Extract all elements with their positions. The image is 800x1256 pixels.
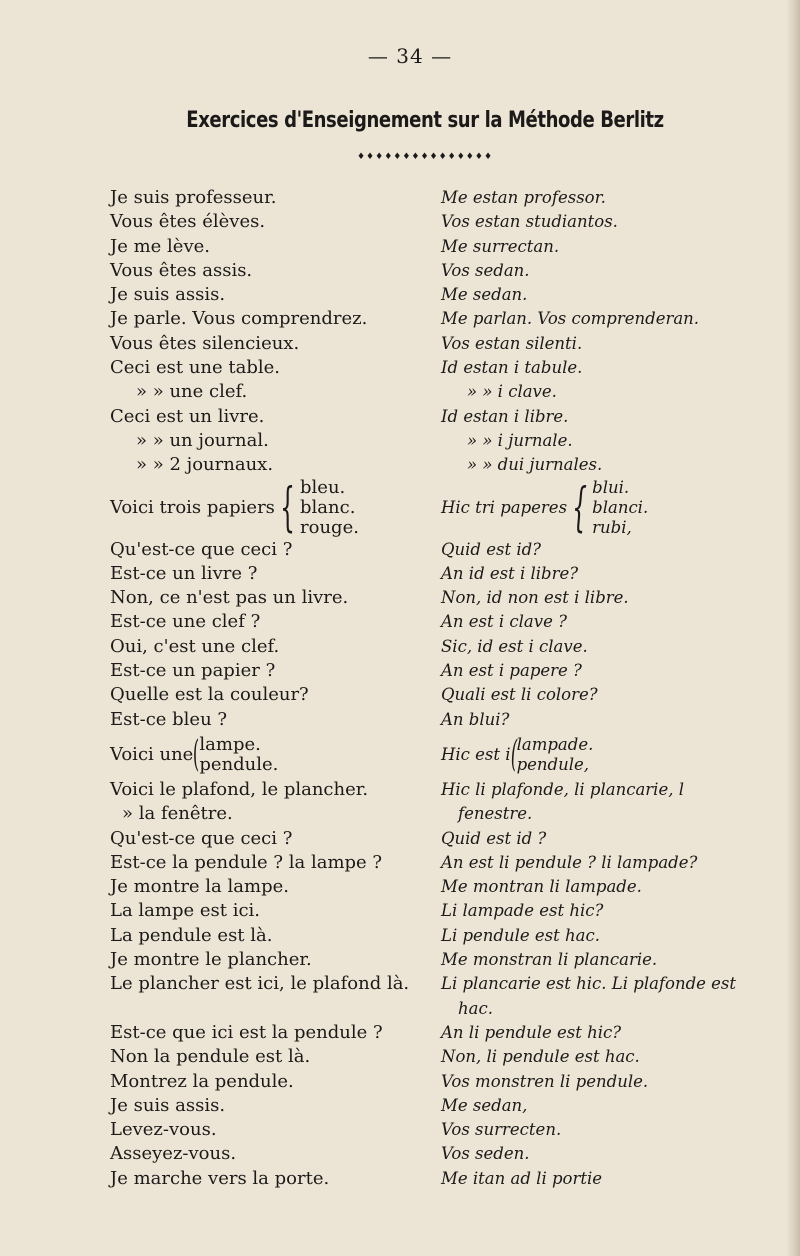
french-une-option: lampe. bbox=[199, 733, 261, 755]
french-line: Le plancher est ici, le plafond là. bbox=[110, 973, 410, 995]
translation-papers-option: blui. bbox=[592, 477, 630, 497]
translation-line: Quid est id? bbox=[441, 539, 542, 559]
translation-papers-option: blanci. bbox=[592, 497, 649, 517]
translation-line: Me sedan. bbox=[441, 285, 528, 305]
translation-une-option: lampade. bbox=[516, 734, 594, 754]
translation-line: An est i papere ? bbox=[441, 661, 582, 681]
french-line: Quelle est la couleur? bbox=[110, 684, 309, 706]
translation-column bbox=[441, 186, 771, 1191]
translation-line: Me estan professor. bbox=[441, 188, 606, 207]
translation-line: An blui? bbox=[441, 709, 510, 729]
french-line: Non la pendule est là. bbox=[110, 1046, 311, 1068]
french-line: Ceci est un livre. bbox=[110, 405, 265, 427]
translation-line: Hic li plafonde, li plancarie, l bbox=[441, 779, 684, 799]
french-une-lead: Voici une bbox=[110, 744, 194, 766]
brace-glyph: { bbox=[280, 477, 295, 538]
french-papers-option: bleu. bbox=[300, 476, 346, 498]
translation-line: Quid est id ? bbox=[441, 828, 547, 848]
french-une-options bbox=[199, 735, 278, 775]
translation-line: Vos seden. bbox=[441, 1144, 530, 1164]
french-line: Je montre le plancher. bbox=[110, 949, 312, 971]
french-line: Est-ce un papier ? bbox=[110, 660, 276, 682]
translation-une-lead: Hic est i bbox=[441, 745, 511, 765]
french-line: » la fenêtre. bbox=[122, 803, 233, 825]
translation-line: Quali est li colore? bbox=[441, 685, 598, 705]
translation-une-options bbox=[517, 735, 594, 775]
translation-line: An li pendule est hic? bbox=[441, 1022, 622, 1042]
french-papers-option: blanc. bbox=[300, 496, 356, 518]
french-line: Oui, c'est une clef. bbox=[110, 635, 280, 657]
french-line: Ceci est une table. bbox=[110, 357, 281, 379]
translation-line: » » i clave. bbox=[467, 382, 557, 402]
translation-papers-brace-group bbox=[441, 478, 771, 538]
translation-line: Id estan i libre. bbox=[441, 406, 569, 426]
translation-line: Me monstran li plancarie. bbox=[441, 950, 658, 970]
french-papers-option: rouge. bbox=[300, 516, 359, 538]
translation-line: Vos estan studiantos. bbox=[441, 212, 618, 232]
translation-line: Me itan ad li portie bbox=[441, 1168, 603, 1188]
french-line: Vous êtes élèves. bbox=[110, 211, 266, 233]
french-line: La lampe est ici. bbox=[110, 900, 261, 922]
french-line: » » 2 journaux. bbox=[136, 454, 274, 476]
translation-line: Non, id non est i libre. bbox=[441, 588, 629, 608]
brace-glyph: ( bbox=[193, 733, 200, 775]
french-line: Je montre la lampe. bbox=[110, 876, 289, 898]
translation-line: Non, li pendule est hac. bbox=[441, 1047, 640, 1067]
french-line: Qu'est-ce que ceci ? bbox=[110, 538, 293, 560]
french-line: Vous êtes silencieux. bbox=[110, 332, 300, 354]
translation-line: An est i clave ? bbox=[441, 612, 567, 632]
french-line: Je suis assis. bbox=[110, 1094, 226, 1116]
french-line: Est-ce que ici est la pendule ? bbox=[110, 1021, 383, 1043]
translation-line: Vos sedan. bbox=[441, 260, 530, 280]
french-line: Je me lève. bbox=[110, 235, 210, 257]
french-line: Est-ce bleu ? bbox=[110, 708, 228, 730]
translation-papers-options bbox=[592, 478, 648, 538]
french-line: Levez-vous. bbox=[110, 1119, 217, 1141]
translation-line: Li pendule est hac. bbox=[441, 925, 600, 945]
translation-papers-lead: Hic tri paperes bbox=[441, 498, 568, 518]
brace-glyph: ( bbox=[510, 733, 517, 775]
translation-line: Me sedan, bbox=[441, 1095, 528, 1115]
page-number: — 34 — bbox=[367, 44, 453, 68]
translation-line: An id est i libre? bbox=[441, 563, 579, 583]
french-papers-options bbox=[300, 478, 359, 538]
brace-glyph: { bbox=[572, 477, 588, 538]
translation-line: Vos surrecten. bbox=[441, 1120, 562, 1140]
french-line: Voici le plafond, le plancher. bbox=[110, 778, 369, 800]
french-line: Est-ce la pendule ? la lampe ? bbox=[110, 851, 383, 873]
french-line: » » une clef. bbox=[136, 381, 248, 403]
french-line: Asseyez-vous. bbox=[110, 1143, 237, 1165]
french-line: Qu'est-ce que ceci ? bbox=[110, 827, 293, 849]
translation-line: Li plancarie est hic. Li plafonde est bbox=[441, 974, 737, 994]
spacer bbox=[110, 997, 430, 1021]
translation-line: Vos estan silenti. bbox=[441, 333, 583, 353]
french-line: Est-ce une clef ? bbox=[110, 611, 261, 633]
translation-line: Id estan i tabule. bbox=[441, 358, 583, 378]
translation-line: fenestre. bbox=[458, 804, 533, 824]
translation-line: Sic, id est i clave. bbox=[441, 636, 588, 656]
french-une-brace-group bbox=[110, 732, 430, 778]
french-line: Je suis professeur. bbox=[110, 187, 277, 208]
translation-line: Me montran li lampade. bbox=[441, 877, 642, 897]
french-line: Non, ce n'est pas un livre. bbox=[110, 587, 349, 609]
french-une-option: pendule. bbox=[199, 753, 279, 775]
french-line: Vous êtes assis. bbox=[110, 259, 253, 281]
translation-line: Me surrectan. bbox=[441, 236, 560, 256]
french-line: » » un journal. bbox=[136, 429, 269, 451]
page-edge bbox=[786, 0, 800, 1256]
translation-line: Me parlan. Vos comprenderan. bbox=[441, 309, 700, 329]
page-title: Exercices d'Enseignement sur la Méthode Berlitz bbox=[186, 108, 664, 133]
french-line: Je marche vers la porte. bbox=[110, 1167, 330, 1189]
french-line: Est-ce un livre ? bbox=[110, 562, 258, 584]
french-line: Je suis assis. bbox=[110, 284, 226, 306]
translation-line: » » i jurnale. bbox=[467, 430, 573, 450]
french-papers-brace-group bbox=[110, 478, 430, 538]
french-column bbox=[110, 186, 430, 1191]
french-papers-lead: Voici trois papiers bbox=[110, 497, 275, 519]
translation-papers-option: rubi, bbox=[592, 517, 632, 537]
translation-line: An est li pendule ? li lampade? bbox=[441, 852, 698, 872]
french-line: Je parle. Vous comprendrez. bbox=[110, 308, 368, 330]
translation-line: Vos monstren li pendule. bbox=[441, 1071, 649, 1091]
translation-line: » » dui jurnales. bbox=[467, 455, 603, 475]
ornament-divider: ♦♦♦♦♦♦♦♦♦♦♦♦♦♦♦ bbox=[356, 152, 494, 162]
translation-line: Li lampade est hic? bbox=[441, 901, 604, 921]
translation-une-option: pendule, bbox=[516, 754, 590, 774]
french-line: Montrez la pendule. bbox=[110, 1070, 294, 1092]
translation-line: hac. bbox=[458, 998, 493, 1018]
translation-une-brace-group bbox=[441, 732, 771, 778]
french-line: La pendule est là. bbox=[110, 924, 273, 946]
